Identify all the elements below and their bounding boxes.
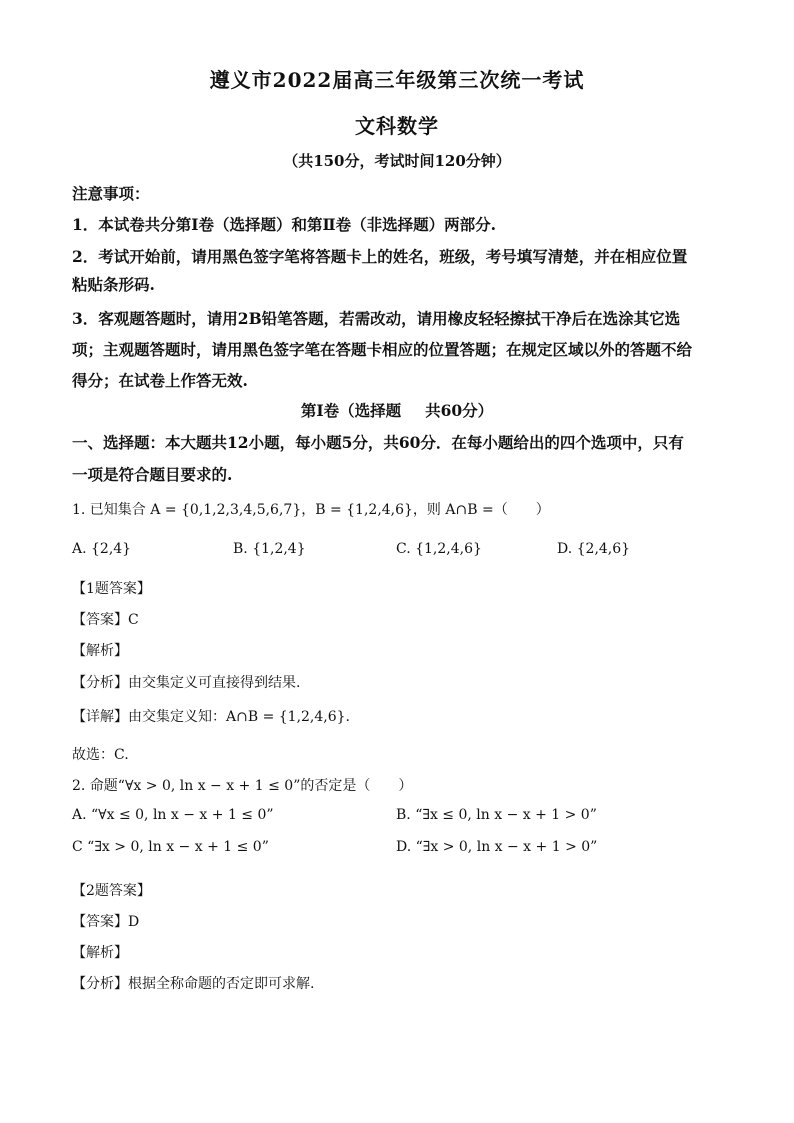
q2-stem: 2. 命题“∀x > 0, ln x − x + 1 ≤ 0”的否定是（ ） <box>72 778 413 794</box>
q2-option-d: D. “∃x > 0, ln x − x + 1 > 0” <box>396 839 598 855</box>
q2-fenxi: 【分析】根据全称命题的否定即可求解. <box>72 976 315 992</box>
note-1: 1．本试卷共分第Ⅰ卷（选择题）和第Ⅱ卷（非选择题）两部分. <box>72 215 496 234</box>
q2-answer: 【答案】D <box>72 914 140 930</box>
note-2-line-2: 粘贴条形码. <box>72 275 155 294</box>
q2-answer-tag: 【2题答案】 <box>72 883 151 899</box>
section-intro-line-2: 一项是符合题目要求的. <box>72 465 233 484</box>
exam-title: 遵义市2022届高三年级第三次统一考试 <box>209 68 585 92</box>
notes-heading: 注意事项： <box>72 184 150 203</box>
q1-analysis: 【解析】 <box>72 643 128 659</box>
note-2-line-1: 2．考试开始前，请用黑色签字笔将答题卡上的姓名，班级，考号填写清楚，并在相应位置 <box>72 247 688 266</box>
section-part: 第Ⅰ卷（选择题 <box>300 401 402 420</box>
note-3-line-2: 项；主观题答题时，请用黑色签字笔在答题卡相应的位置答题；在规定区域以外的答题不给 <box>72 340 693 359</box>
exam-subject: 文科数学 <box>355 114 439 138</box>
q1-fenxi: 【分析】由交集定义可直接得到结果. <box>72 675 301 691</box>
q2-option-a: A. “∀x ≤ 0, ln x − x + 1 ≤ 0” <box>72 807 274 823</box>
section-points: 共60分） <box>425 401 494 420</box>
q1-option-a: A. {2,4} <box>72 541 132 557</box>
q1-detail: 【详解】由交集定义知：A∩B = {1,2,4,6}. <box>72 709 351 725</box>
note-3-line-3: 得分；在试卷上作答无效. <box>72 371 248 390</box>
section-intro-line-1: 一、选择题：本大题共12小题，每小题5分，共60分．在每小题给出的四个选项中，只有 <box>72 433 684 452</box>
q1-answer-tag: 【1题答案】 <box>72 581 151 597</box>
q1-option-b: B. {1,2,4} <box>233 541 306 557</box>
q2-analysis: 【解析】 <box>72 945 128 961</box>
q2-option-c: C “∃x > 0, ln x − x + 1 ≤ 0” <box>72 839 269 855</box>
exam-info: （共150分，考试时间120分钟） <box>283 152 511 170</box>
note-3-line-1: 3．客观题答题时，请用2B铅笔答题，若需改动，请用橡皮轻轻擦拭干净后在选涂其它选 <box>72 309 681 328</box>
q1-option-c: C. {1,2,4,6} <box>396 541 482 557</box>
q1-choose: 故选：C. <box>72 747 129 763</box>
q1-answer: 【答案】C <box>72 612 139 628</box>
q1-stem: 1. 已知集合 A = {0,1,2,3,4,5,6,7}，B = {1,2,4,6}，则 A∩B =（ ） <box>72 502 550 518</box>
q1-option-d: D. {2,4,6} <box>557 541 631 557</box>
section-heading <box>0 399 794 421</box>
q2-option-b: B. “∃x ≤ 0, ln x − x + 1 > 0” <box>396 807 597 823</box>
